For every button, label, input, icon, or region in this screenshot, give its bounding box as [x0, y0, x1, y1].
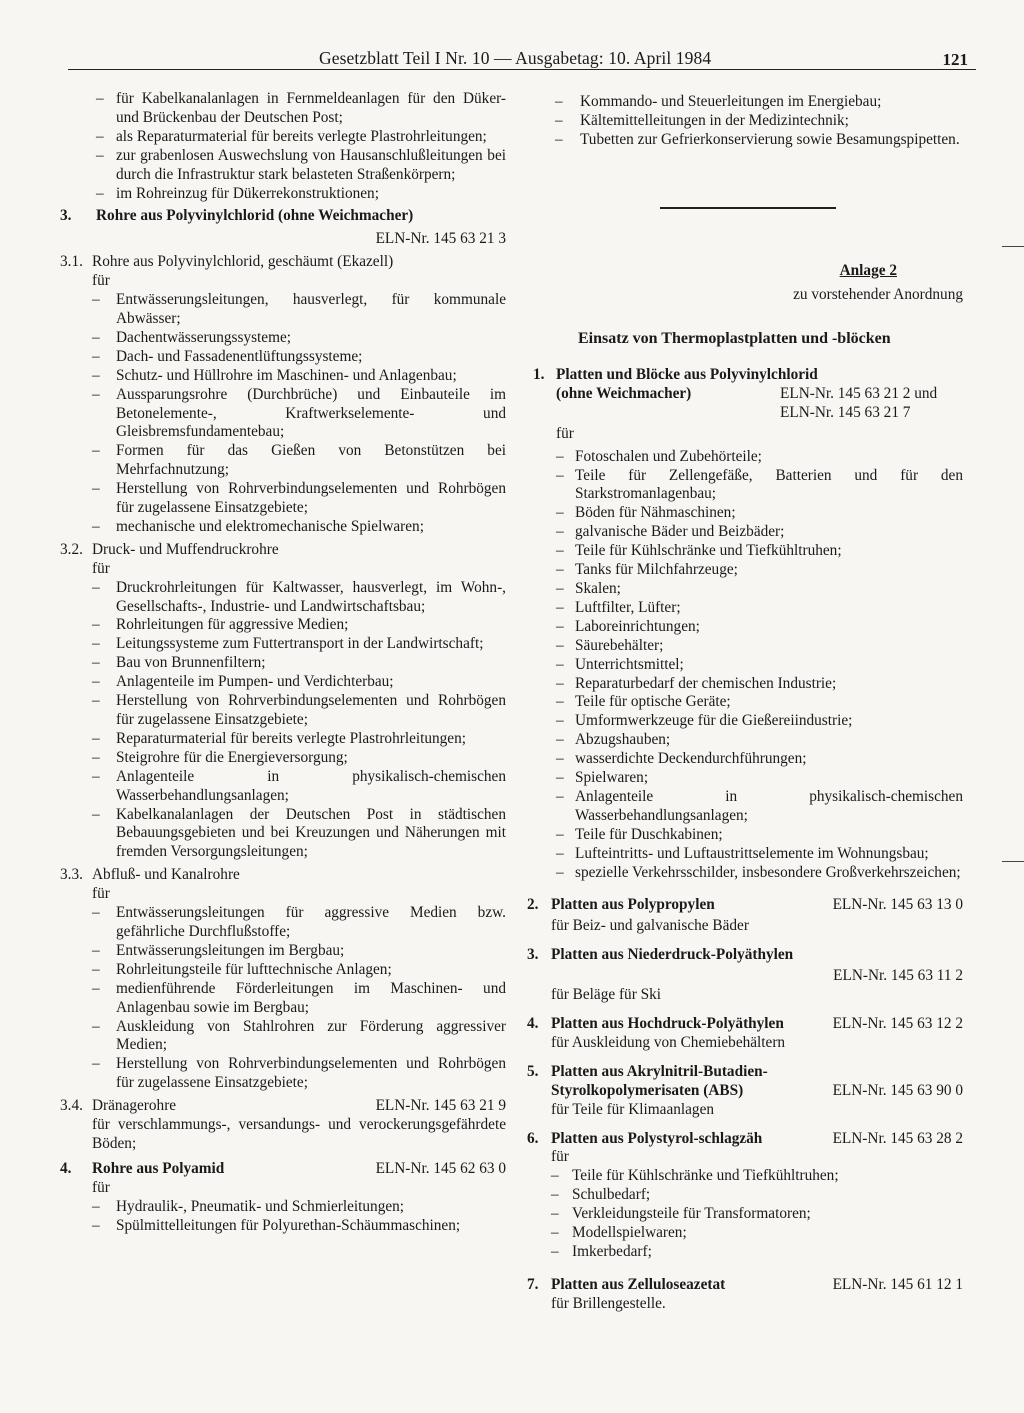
list-item: – Luftfilter, Lüfter;: [556, 598, 681, 616]
section-title: Platten aus Niederdruck-Polyäthylen: [551, 946, 794, 964]
eln-number: ELN-Nr. 145 63 21 9: [375, 1097, 506, 1115]
section-number: 4.: [527, 1015, 539, 1032]
list-item: – Säurebehälter;: [556, 636, 664, 654]
r-section-3: [527, 946, 963, 1005]
list-item: – Herstellung von Rohrverbindungselementen und Rohrbögen für zugelassene Einsatzgebiete;: [92, 480, 506, 517]
list-item: – spezielle Verkehrsschilder, insbesondere Großverkehrszeichen;: [556, 863, 961, 881]
list-item: – Hydraulik-, Pneumatik- und Schmierleitungen;: [92, 1197, 405, 1215]
list-item: – Rohrleitungen für aggressive Medien;: [92, 616, 349, 634]
section-number: 3.4.: [60, 1097, 83, 1115]
eln-number: ELN-Nr. 145 63 21 2 und: [780, 384, 938, 402]
eln-number: ELN-Nr. 145 63 12 2: [832, 1015, 963, 1032]
list-item: – Lufteintritts- und Luftaustrittselemente im Wohnungsbau;: [556, 844, 929, 862]
fuer-label: für: [92, 559, 110, 577]
section-3-3: [60, 866, 506, 1093]
list-item: – Auskleidung von Stahlrohren zur Förderung aggressiver Medien;: [92, 1017, 506, 1054]
eln-number: ELN-Nr. 145 63 13 0: [832, 896, 963, 914]
page-header: [64, 44, 974, 72]
section-text: für Auskleidung von Chemiebehältern: [551, 1033, 786, 1051]
list-item: – Böden für Nähmaschinen;: [556, 504, 736, 522]
section-text: für Beläge für Ski: [551, 986, 662, 1004]
list-item: – Entwässerungsleitungen, hausverlegt, für kommunale Abwässer;: [92, 291, 506, 327]
section-number: 6.: [527, 1129, 539, 1147]
section-number: 3.: [527, 946, 539, 964]
eln-number: ELN-Nr. 145 62 63 0: [375, 1159, 506, 1177]
list-item: – Teile für Zellengefäße, Batterien und für den Starkstromanlagenbau;: [556, 466, 963, 503]
section-text: für verschlammungs-, versandungs- und verockerungsgefährdete Böden;: [92, 1116, 506, 1152]
section-title-line1: Platten aus Akrylnitril-Butadien-: [551, 1062, 768, 1080]
fuer-label: für: [551, 1148, 569, 1166]
fuer-label: für: [92, 885, 110, 903]
page-number: 121: [942, 50, 968, 69]
left-column: [60, 90, 506, 1235]
section-title-line2: (ohne Weichmacher): [556, 384, 692, 402]
section-3-1: [60, 253, 506, 537]
list-item: – wasserdichte Deckendurchführungen;: [556, 750, 807, 768]
section-divider: [660, 207, 836, 209]
section-title: Platten aus Zelluloseazetat: [551, 1275, 726, 1293]
section-title: Rohre aus Polyamid: [92, 1159, 225, 1177]
eln-number: ELN-Nr. 145 61 12 1: [832, 1275, 963, 1293]
list-item: – Kältemittelleitungen in der Medizintechnik;: [555, 111, 849, 129]
section-number: 3.3.: [60, 866, 83, 884]
list-item: – Dachentwässerungssysteme;: [92, 328, 292, 346]
list-item: – Kommando- und Steuerleitungen im Energiebau;: [555, 93, 882, 110]
margin-mark: [1002, 246, 1024, 247]
list-item: – Dach- und Fassadenentlüftungssysteme;: [92, 347, 363, 365]
left-top-list: [60, 90, 506, 203]
header-title: Gesetzblatt Teil I Nr. 10 — Ausgabetag: 10. April 1984: [319, 48, 712, 68]
anlage-title: Anlage 2: [839, 262, 897, 279]
eln-number-2: ELN-Nr. 145 63 21 7: [780, 403, 911, 421]
list-item: – für Kabelkanalanlagen in Fernmeldeanlagen für den Düker- und Brückenbau der Deutschen Post;: [96, 90, 506, 126]
list-item: – Herstellung von Rohrverbindungselementen und Rohrbögen für zugelassene Einsatzgebiete;: [92, 692, 506, 728]
list-item: – Kabelkanalanlagen der Deutschen Post in städtischen Bebauungsgebieten und bei Kreuzungen und Näherungen mit fremden Versorgungsleitungen;: [92, 805, 506, 861]
list-item: – Teile für Kühlschränke und Tiefkühltruhen;: [556, 542, 842, 560]
list-item: – Tubetten zur Gefrierkonservierung sowie Besamungspipetten.: [555, 130, 960, 148]
list-item: – Skalen;: [556, 579, 621, 597]
list-item: – galvanische Bäder und Beizbäder;: [556, 523, 785, 541]
r-section-2: [527, 896, 963, 936]
list-item: – Entwässerungsleitungen im Bergbau;: [92, 941, 345, 959]
list-item: – Imkerbedarf;: [551, 1242, 652, 1260]
list-item: – Tanks für Milchfahrzeuge;: [556, 561, 738, 579]
list-item: – Spülmittelleitungen für Polyurethan-Schäummaschinen;: [92, 1216, 461, 1234]
list-item: – medienführende Förderleitungen im Maschinen- und Anlagenbau sowie im Bergbau;: [92, 979, 506, 1016]
appendix-heading: Einsatz von Thermoplastplatten und -blöcken: [578, 330, 891, 347]
section-number: 1.: [533, 366, 545, 383]
list-item: – Teile für Duschkabinen;: [556, 825, 723, 843]
section-number: 7.: [527, 1275, 539, 1293]
list-item: – Rohrleitungsteile für lufttechnische Anlagen;: [92, 960, 392, 978]
section-4: [60, 1160, 506, 1236]
list-item: – Anlagenteile im Pumpen- und Verdichterbau;: [92, 673, 394, 691]
section-number: 5.: [527, 1062, 539, 1080]
list-item: – als Reparaturmaterial für bereits verlegte Plastrohrleitungen;: [96, 127, 487, 145]
list-item: – Formen für das Gießen von Betonstützen bei Mehrfachnutzung;: [92, 442, 506, 479]
list-item: – Schutz- und Hüllrohre im Maschinen- und Anlagenbau;: [92, 366, 457, 384]
list-item: – Druckrohrleitungen für Kaltwasser, hausverlegt, im Wohn-, Gesellschafts-, Industrie- und Landwirtschaftsbau;: [92, 578, 506, 615]
list-item: – Teile für Kühlschränke und Tiefkühltruhen;: [551, 1167, 839, 1185]
section-title: Platten aus Polystyrol-schlagzäh: [551, 1129, 763, 1147]
list-item: – Abzugshauben;: [556, 731, 671, 749]
margin-mark: [1002, 861, 1024, 862]
section-number: 3.2.: [60, 540, 83, 558]
section-title: Abfluß- und Kanalrohre: [92, 866, 240, 884]
section-number: 4.: [60, 1159, 72, 1177]
list-item: – Umformwerkzeuge für die Gießereiindustrie;: [556, 712, 853, 730]
r-section-1: [527, 366, 963, 882]
section-number: 3.1.: [60, 253, 83, 271]
section-title-line1: Platten und Blöcke aus Polyvinylchlorid: [556, 366, 818, 383]
list-item: – mechanische und elektromechanische Spielwaren;: [92, 517, 424, 535]
list-item: – Schulbedarf;: [551, 1186, 651, 1204]
section-title: Platten aus Polypropylen: [551, 896, 715, 914]
r-section-6: [527, 1130, 963, 1262]
list-item: – Reparaturmaterial für bereits verlegte Plastrohrleitungen;: [92, 729, 466, 747]
section-3: [60, 207, 506, 249]
header-rule: [68, 69, 976, 70]
list-item: – Laboreinrichtungen;: [556, 617, 700, 635]
section-title-line2: Styrolkopolymerisaten (ABS): [551, 1081, 744, 1099]
list-item: – Teile für optische Geräte;: [556, 693, 731, 711]
r-section-4: [527, 1015, 963, 1053]
section-title: Dränagerohre: [92, 1097, 177, 1115]
section-number: 3.: [60, 207, 72, 225]
list-item: – Spielwaren;: [556, 769, 649, 787]
section-3-4: [60, 1097, 506, 1154]
list-item: – Leitungssysteme zum Futtertransport in der Landwirtschaft;: [92, 635, 484, 653]
anlage-subtitle: zu vorstehender Anordnung: [793, 286, 963, 303]
list-item: – im Rohreinzug für Dükerrekonstruktionen;: [96, 184, 379, 202]
list-item: – Herstellung von Rohrverbindungselementen und Rohrbögen für zugelassene Einsatzgebiete;: [92, 1055, 506, 1092]
section-text: für Brillengestelle.: [551, 1294, 666, 1312]
right-top-list: [527, 93, 967, 150]
list-item: – Reparaturbedarf der chemischen Industrie;: [556, 674, 837, 692]
fuer-label: für: [92, 272, 110, 290]
list-item: – zur grabenlosen Auswechslung von Hausanschlußleitungen bei durch die Infrastruktur stark belasteten Straßenkörpern;: [96, 146, 506, 183]
list-item: – Anlagenteile in physikalisch-chemischen Wasserbehandlungsanlagen;: [92, 767, 506, 804]
fuer-label: für: [92, 1178, 110, 1196]
eln-number: ELN-Nr. 145 63 90 0: [832, 1081, 963, 1099]
right-sections: [527, 366, 963, 1314]
list-item: – Steigrohre für die Energieversorgung;: [92, 748, 348, 766]
eln-number: ELN-Nr. 145 63 28 2: [832, 1129, 963, 1147]
r-section-7: [527, 1276, 963, 1314]
list-item: – Unterrichtsmittel;: [556, 655, 684, 673]
list-item: – Fotoschalen und Zubehörteile;: [556, 447, 762, 465]
fuer-label: für: [556, 424, 574, 442]
section-text: für Teile für Klimaanlagen: [551, 1100, 715, 1118]
section-3-2: [60, 541, 506, 862]
section-text: für Beiz- und galvanische Bäder: [551, 917, 749, 935]
list-item: – Modellspielwaren;: [551, 1224, 687, 1242]
list-item: – Bau von Brunnenfiltern;: [92, 654, 266, 672]
eln-number: ELN-Nr. 145 63 21 3: [375, 230, 506, 248]
section-title: Platten aus Hochdruck-Polyäthylen: [551, 1015, 784, 1032]
list-item: – Entwässerungsleitungen für aggressive Medien bzw. gefährliche Durchflußstoffe;: [92, 904, 506, 940]
eln-number: ELN-Nr. 145 63 11 2: [833, 967, 963, 985]
r-section-5: [527, 1063, 963, 1120]
section-title: Rohre aus Polyvinylchlorid, geschäumt (Ekazell): [92, 253, 394, 271]
section-number: 2.: [527, 896, 539, 914]
list-item: – Anlagenteile in physikalisch-chemischen Wasserbehandlungsanlagen;: [556, 787, 963, 824]
section-title: Druck- und Muffendruckrohre: [92, 540, 279, 558]
list-item: – Verkleidungsteile für Transformatoren;: [551, 1205, 811, 1223]
list-item: – Aussparungsrohre (Durchbrüche) und Einbauteile im Betonelemente-, Kraftwerkselemente- und Gleisbremsfundamentebau;: [92, 385, 506, 441]
anlage-block: [527, 262, 963, 304]
section-title: Rohre aus Polyvinylchlorid (ohne Weichmacher): [96, 207, 414, 225]
